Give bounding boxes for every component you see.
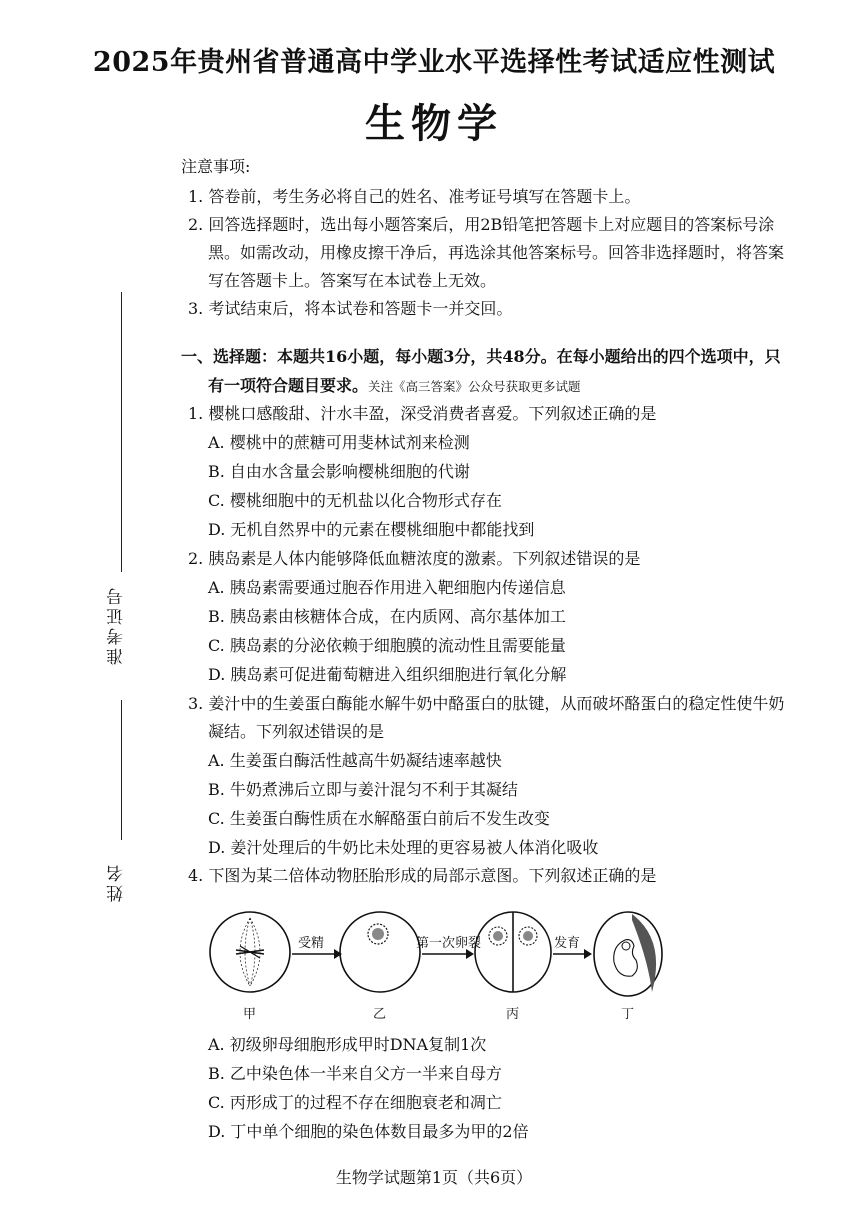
option: A. 初级卵母细胞形成甲时DNA复制1次 xyxy=(208,1035,487,1054)
option: A. 樱桃中的蔗糖可用斐林试剂来检测 xyxy=(208,433,470,452)
cell-label-jia: 甲 xyxy=(243,1007,257,1022)
option: C. 生姜蛋白酶性质在水解酪蛋白前后不发生改变 xyxy=(208,809,550,828)
option: C. 胰岛素的分泌依赖于细胞膜的流动性且需要能量 xyxy=(208,636,566,655)
arrow-label-development: 发育 xyxy=(554,936,581,951)
option: D. 无机自然界中的元素在樱桃细胞中都能找到 xyxy=(208,520,535,539)
name-label: 姓名 xyxy=(107,862,127,902)
question-stem: 4. 下图为某二倍体动物胚胎形成的局部示意图。下列叙述正确的是 xyxy=(188,866,657,885)
cell-label-ding: 丁 xyxy=(621,1007,635,1022)
option: C. 樱桃细胞中的无机盐以化合物形式存在 xyxy=(208,491,502,510)
option: B. 自由水含量会影响樱桃细胞的代谢 xyxy=(208,462,470,481)
option: D. 丁中单个细胞的染色体数目最多为甲的2倍 xyxy=(208,1122,529,1141)
section-heading-cont xyxy=(208,376,581,397)
arrow-label-first-cleavage: 第一次卵裂 xyxy=(416,936,482,951)
option: A. 胰岛素需要通过胞吞作用进入靶细胞内传递信息 xyxy=(208,578,566,597)
section-heading: 一、选择题：本题共16小题，每小题3分，共48分。在每小题给出的四个选项中，只 xyxy=(181,347,781,366)
question-stem: 3. 姜汁中的生姜蛋白酶能水解牛奶中酪蛋白的肽键，从而破坏酪蛋白的稳定性使牛奶 xyxy=(188,694,785,713)
cell-jia xyxy=(210,912,290,992)
exam-id-label: 准考证号 xyxy=(107,585,127,665)
option: C. 丙形成丁的过程不存在细胞衰老和凋亡 xyxy=(208,1093,502,1112)
cell-bing xyxy=(475,912,551,992)
cell-label-bing: 丙 xyxy=(506,1007,520,1022)
notice-item: 写在答题卡上。答案写在本试卷上无效。 xyxy=(208,271,497,290)
question-stem: 1. 樱桃口感酸甜、汁水丰盈，深受消费者喜爱。下列叙述正确的是 xyxy=(188,404,657,423)
cell-label-yi: 乙 xyxy=(373,1007,387,1022)
arrow-label-fertilization: 受精 xyxy=(298,936,325,951)
promo-note: 关注《高三答案》公众号获取更多试题 xyxy=(368,379,581,394)
notice-item: 2. 回答选择题时，选出每小题答案后，用2B铅笔把答题卡上对应题目的答案标号涂 xyxy=(188,215,775,234)
subject-title: 生物学 xyxy=(365,100,503,147)
option: B. 胰岛素由核糖体合成，在内质网、高尔基体加工 xyxy=(208,607,566,626)
notice-item: 黑。如需改动，用橡皮擦干净后，再选涂其他答案标号。回答非选择题时，将答案 xyxy=(208,243,785,262)
cell-yi xyxy=(340,912,420,992)
embryo-diagram xyxy=(200,900,670,1025)
option: D. 胰岛素可促进葡萄糖进入组织细胞进行氧化分解 xyxy=(208,665,567,684)
binding-line-middle xyxy=(121,700,122,840)
question-stem: 2. 胰岛素是人体内能够降低血糖浓度的激素。下列叙述错误的是 xyxy=(188,549,641,568)
option: B. 牛奶煮沸后立即与姜汁混匀不利于其凝结 xyxy=(208,780,518,799)
notice-item: 1. 答卷前，考生务必将自己的姓名、准考证号填写在答题卡上。 xyxy=(188,187,641,206)
exam-title: 2025年贵州省普通高中学业水平选择性考试适应性测试 xyxy=(92,47,776,78)
section-requirement: 有一项符合题目要求。 xyxy=(208,376,369,395)
cell-ding xyxy=(594,912,662,996)
option: A. 生姜蛋白酶活性越高牛奶凝结速率越快 xyxy=(208,751,502,770)
option: D. 姜汁处理后的牛奶比未处理的更容易被人体消化吸收 xyxy=(208,838,599,857)
notice-heading: 注意事项: xyxy=(181,157,251,176)
option: B. 乙中染色体一半来自父方一半来自母方 xyxy=(208,1064,502,1083)
page-footer: 生物学试题第1页（共6页） xyxy=(335,1168,533,1187)
notice-item: 3. 考试结束后，将本试卷和答题卡一并交回。 xyxy=(188,299,513,318)
question-stem-cont: 凝结。下列叙述错误的是 xyxy=(208,722,385,741)
binding-line-top xyxy=(121,292,122,572)
